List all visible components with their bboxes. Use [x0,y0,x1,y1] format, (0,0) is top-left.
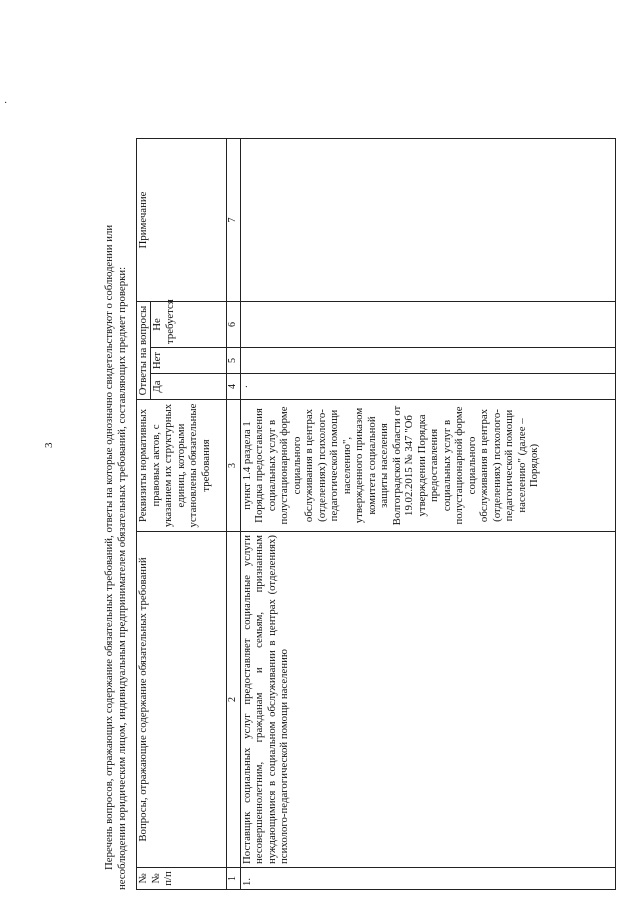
column-number: 6 [227,302,241,348]
header-questions: Вопросы, отражающие содержание обязательных требований [137,532,227,868]
header-num: № № п/п [137,868,227,890]
column-number: 2 [227,532,241,868]
column-number: 7 [227,139,241,302]
header-not-required: Не требуется [151,302,227,348]
heading-line-2: несоблюдении юридическим лицом, индивидуальным предпринимателем обязательных требований, составляющих предмет проверки: [116,266,128,890]
column-number: 5 [227,348,241,374]
header-no: Нет [151,348,227,374]
rotated-document-body [103,138,623,890]
row-requisites: пункт 1.4 раздела 1 Порядка предоставления социальных услуг в полустационарной форме социального обслуживания в центрах (отделениях) психолого-педагогической помощи населению", утвержденного приказом комитета социальной защиты населения Волгоградской области от 19.02.2015 № 347 "Об утверждении Порядка предоставления социальных услуг в полустационарной форме социального обслуживания в центрах (отделениях) психолого-педагогической помощи населению" (далее – Порядок) [240,400,616,532]
column-number: 3 [227,400,241,532]
header-answers: Ответы на вопросы [137,302,151,400]
row-answer-no [240,348,616,374]
document-heading [103,138,129,890]
row-answer-not-required [240,302,616,348]
stray-mark: · [4,98,8,109]
header-note: Примечание [137,139,227,302]
row-answer-yes: · [240,374,616,400]
row-num: 1. [240,868,616,890]
page-number: 3 [43,442,55,448]
column-number: 4 [227,374,241,400]
row-question: Поставщик социальных услуг предоставляет социальные услуги несовершеннолетним, гражданам и семьям, признанным нуждающимися в социальном обслуживании в центрах (отделениях) психолого-педагогической помощи населению [240,532,616,868]
column-number: 1 [227,868,241,890]
column-number-row [227,139,241,890]
header-yes: Да [151,374,227,400]
table-row [240,139,616,890]
heading-line-1: Перечень вопросов, отражающих содержание обязательных требований, ответы на которые однозначно свидетельствуют о соблюдении или [103,224,115,870]
row-note [240,139,616,302]
requirements-table [136,138,616,890]
header-requisites: Реквизиты нормативных правовых актов, с указанием их структурных единиц, которыми установлены обязательные требования [137,400,227,532]
